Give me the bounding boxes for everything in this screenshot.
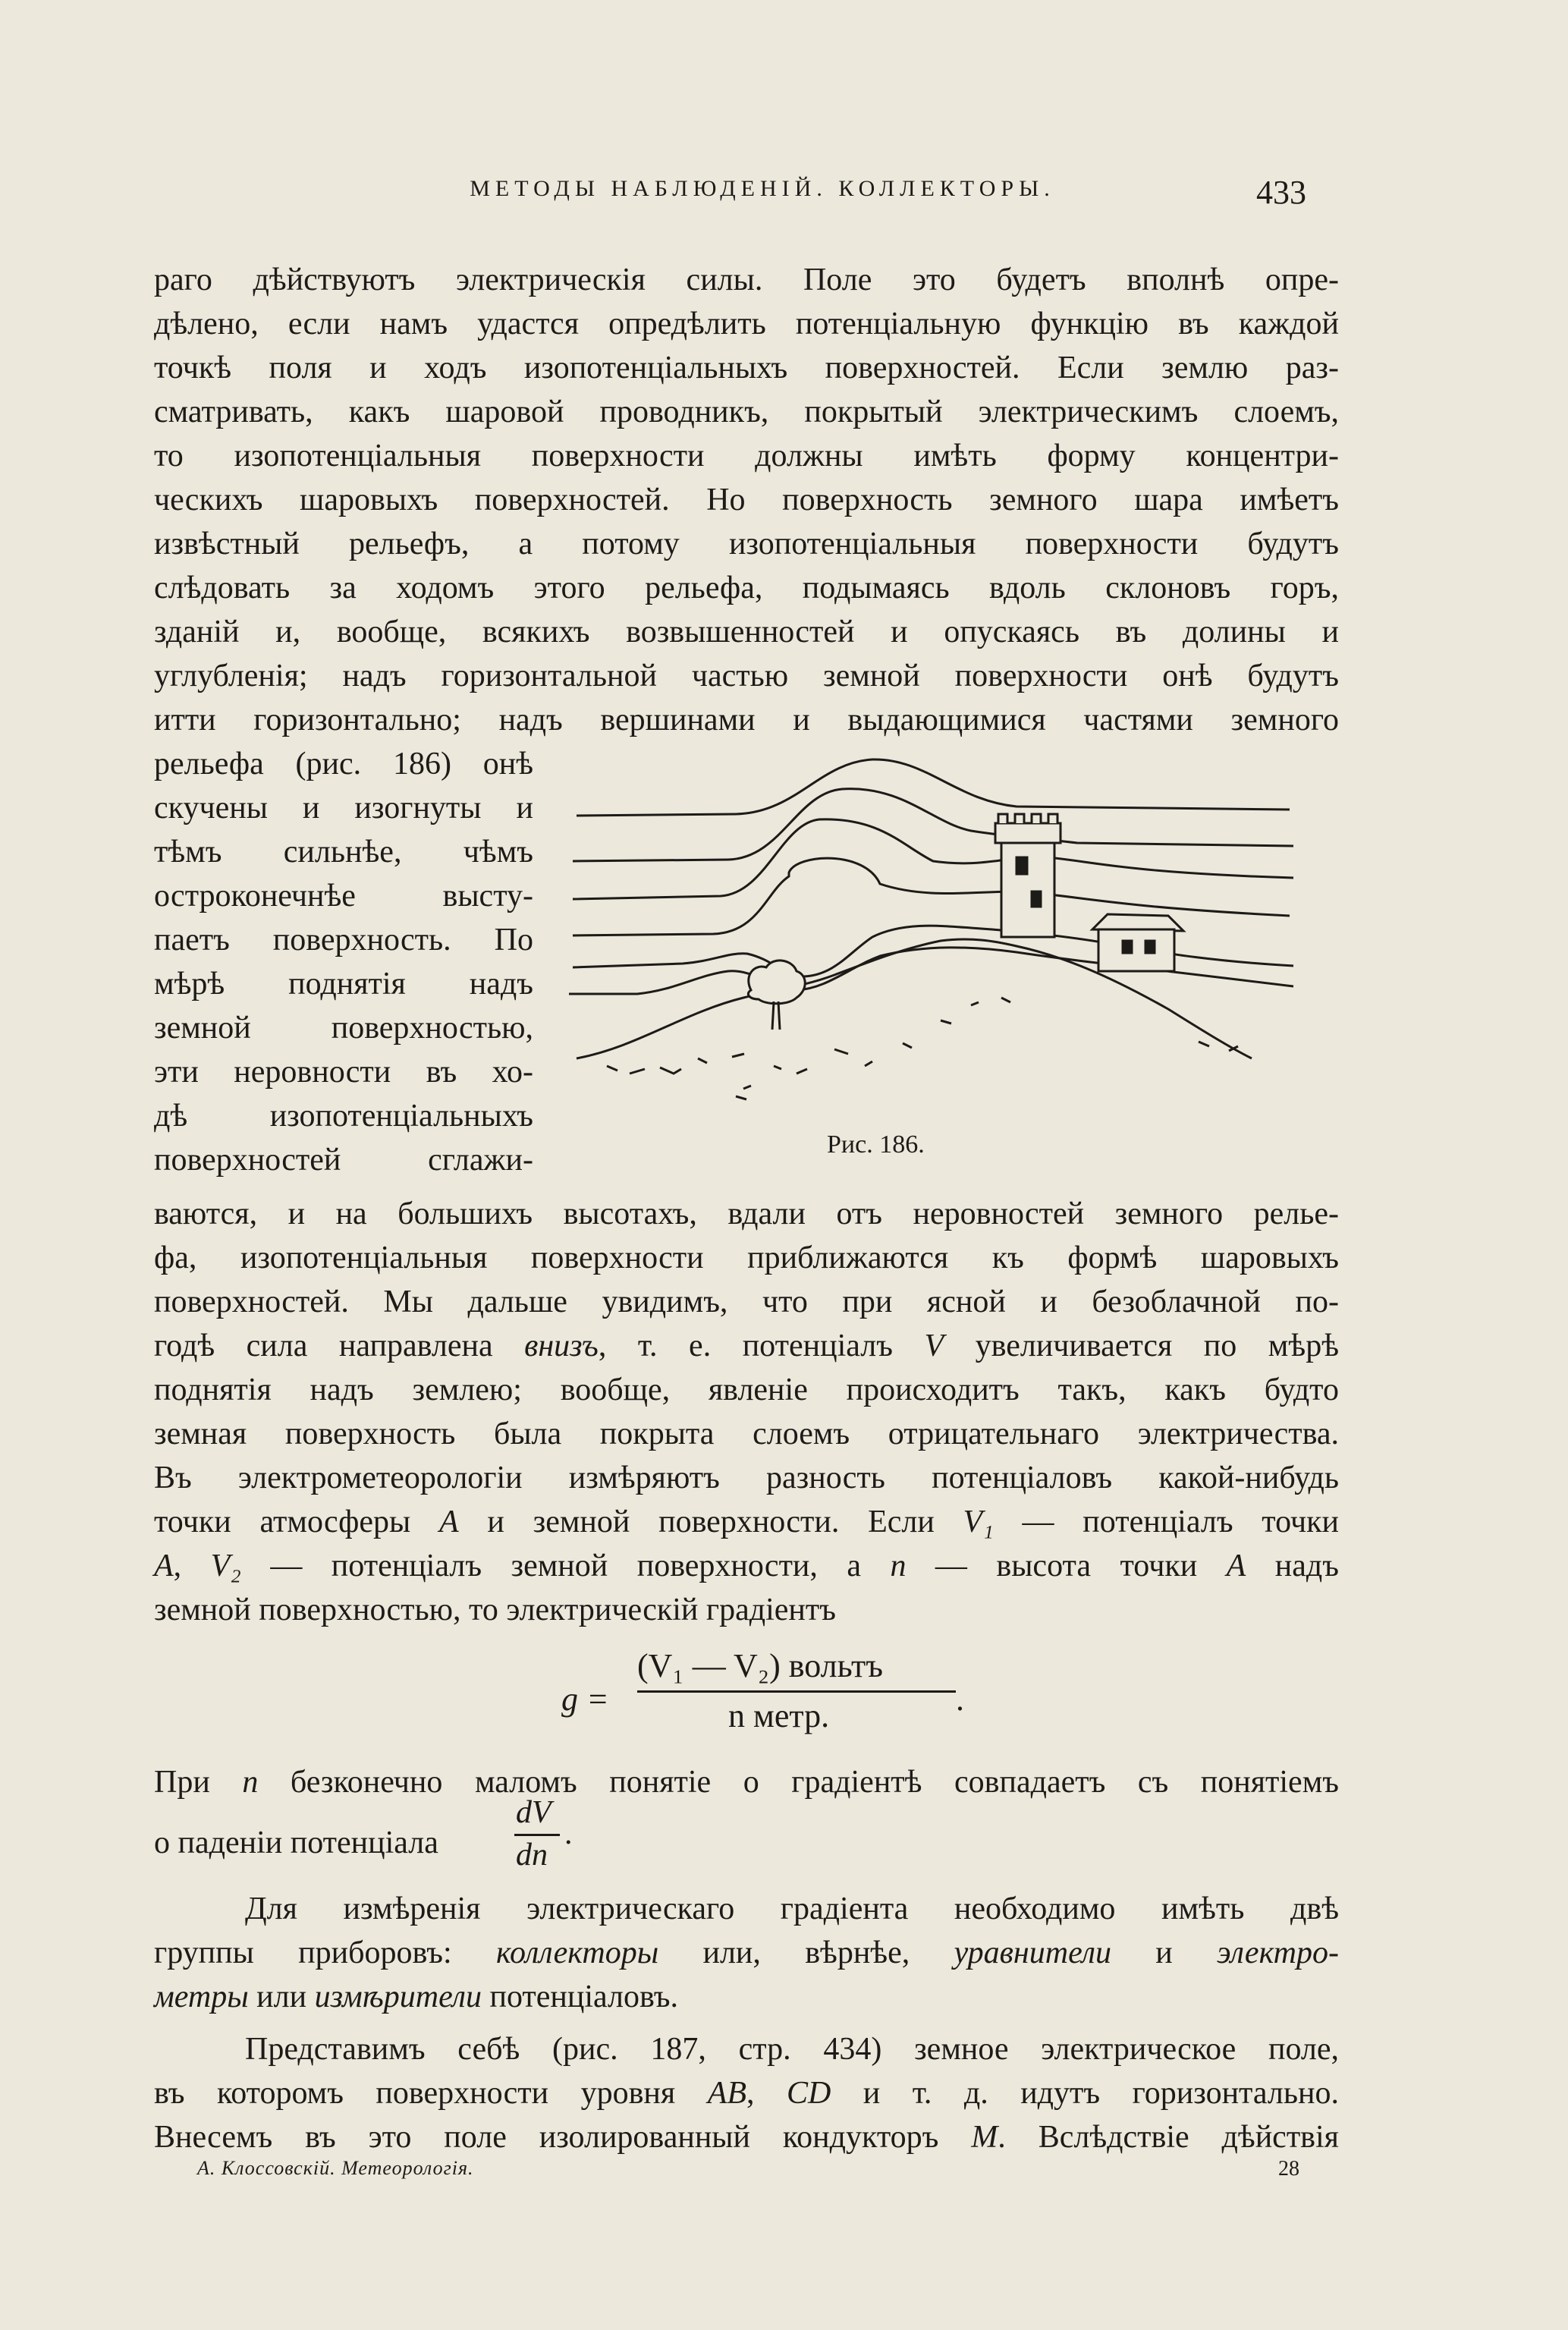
text-line: тѣмъ сильнѣе, чѣмъ [154, 835, 533, 869]
text-line: метры или измѣрители потенціаловъ. [154, 1979, 679, 2014]
figure-caption: Рис. 186. [827, 1130, 925, 1159]
text-line: группы приборовъ: коллекторы или, вѣрнѣе, уравнители и электро- [154, 1935, 1339, 1970]
tree [748, 961, 805, 1030]
text-line: въ которомъ поверхности уровня AB, CD и т. д. идутъ горизонтально. [154, 2076, 1340, 2111]
running-header: МЕТОДЫ НАБЛЮДЕНІЙ. КОЛЛЕКТОРЫ. [470, 176, 1055, 201]
text-line: углубленія; надъ горизонтальной частью земной поверхности онѣ будутъ [154, 659, 1339, 693]
isopotential-illustration [546, 747, 1305, 1104]
formula-denominator: n метр. [728, 1697, 830, 1734]
frac-end: . [564, 1816, 573, 1851]
frac-numerator: dV [516, 1795, 551, 1830]
text-line: земной поверхностью, то электрическій градіентъ [154, 1593, 836, 1627]
text-line: поверхностей. Мы дальше увидимъ, что при ясной и безоблачной по- [154, 1284, 1339, 1319]
text-line: A, V₂ — потенціалъ земной поверхности, а n — высота точки A надъ [154, 1549, 1339, 1583]
figure-186 [546, 747, 1305, 1104]
text-line: итти горизонтально; надъ вершинами и выдающимися частями земного [154, 703, 1339, 737]
text-line: остроконечнѣе высту- [154, 879, 533, 913]
formula-lhs: g = [561, 1681, 609, 1718]
gradient-formula [561, 1646, 986, 1753]
text-line: Въ электрометеорологіи измѣряютъ разность потенціаловъ какой-нибудь [154, 1461, 1339, 1495]
text-line: Для измѣренія электрическаго градіента необходимо имѣть двѣ [245, 1891, 1339, 1926]
text-line: ческихъ шаровыхъ поверхностей. Но поверхность земного шара имѣетъ [154, 483, 1339, 517]
text-line: рельефа (рис. 186) онѣ [154, 747, 533, 781]
isopotential-line [577, 759, 1290, 816]
text-line: о паденіи потенціала [154, 1825, 438, 1860]
formula-end: . [956, 1681, 964, 1718]
text-line: мѣрѣ поднятія надъ [154, 967, 533, 1001]
frac-denominator: dn [516, 1838, 548, 1872]
foreground-rocks [607, 998, 1238, 1099]
text-line: точкѣ поля и ходъ изопотенціальныхъ поверхностей. Если землю раз- [154, 351, 1339, 385]
text-line: Внесемъ въ это поле изолированный кондукторъ M. Вслѣдствіе дѣйствія [154, 2120, 1339, 2155]
footer-signature: А. Клоссовскій. Метеорологія. [197, 2157, 474, 2179]
isopotential-line [569, 948, 1293, 994]
text-line: точки атмосферы A и земной поверхности. Если V₁ — потенціалъ точки [154, 1505, 1340, 1539]
formula-numerator: (V₁ — V₂) вольтъ [637, 1647, 883, 1684]
fraction-bar [514, 1834, 560, 1836]
text-line: сматривать, какъ шаровой проводникъ, покрытый электрическимъ слоемъ, [154, 395, 1339, 429]
isopotential-line [573, 789, 1293, 861]
text-line: годѣ сила направлена внизъ, т. е. потенціалъ V увеличивается по мѣрѣ [154, 1329, 1339, 1363]
text-line: земная поверхность была покрыта слоемъ отрицательнаго электричества. [154, 1417, 1339, 1451]
text-line: поднятія надъ землею; вообще, явленіе происходитъ такъ, какъ будто [154, 1373, 1339, 1407]
text-line: скучены и изогнуты и [154, 791, 533, 825]
text-line: паетъ поверхность. По [154, 923, 533, 957]
text-line: раго дѣйствуютъ электрическія силы. Поле это будетъ вполнѣ опре- [154, 263, 1339, 297]
text-line: извѣстный рельефъ, а потому изопотенціальныя поверхности будутъ [154, 527, 1339, 561]
fraction-bar [637, 1690, 956, 1693]
dv-dn-fraction [508, 1794, 584, 1878]
page-number: 433 [1256, 174, 1306, 211]
house [1092, 914, 1183, 971]
text-line: ваются, и на большихъ высотахъ, вдали отъ неровностей земного релье- [154, 1196, 1339, 1231]
text-line: дѣлено, если намъ удастся опредѣлить потенціальную функцію въ каждой [154, 307, 1339, 341]
text-line: земной поверхностью, [154, 1011, 533, 1046]
text-line: то изопотенціальныя поверхности должны имѣть форму концентри- [154, 439, 1339, 473]
tower [995, 814, 1061, 937]
text-line: Представимъ себѣ (рис. 187, стр. 434) земное электрическое поле, [245, 2032, 1339, 2067]
text-line: эти неровности въ хо- [154, 1055, 533, 1090]
text-line: дѣ изопотенціальныхъ [154, 1099, 533, 1134]
text-line: слѣдовать за ходомъ этого рельефа, подымаясь вдоль склоновъ горъ, [154, 571, 1339, 605]
text-line: При n безконечно маломъ понятіе о градіентѣ совпадаетъ съ понятіемъ [154, 1765, 1339, 1800]
text-line: фа, изопотенціальныя поверхности приближаются къ формѣ шаровыхъ [154, 1240, 1339, 1275]
text-line: зданій и, вообще, всякихъ возвышенностей и опускаясь въ долины и [154, 615, 1339, 649]
text-line: поверхностей сглажи- [154, 1143, 533, 1178]
footer-sheet-number: 28 [1278, 2157, 1299, 2181]
